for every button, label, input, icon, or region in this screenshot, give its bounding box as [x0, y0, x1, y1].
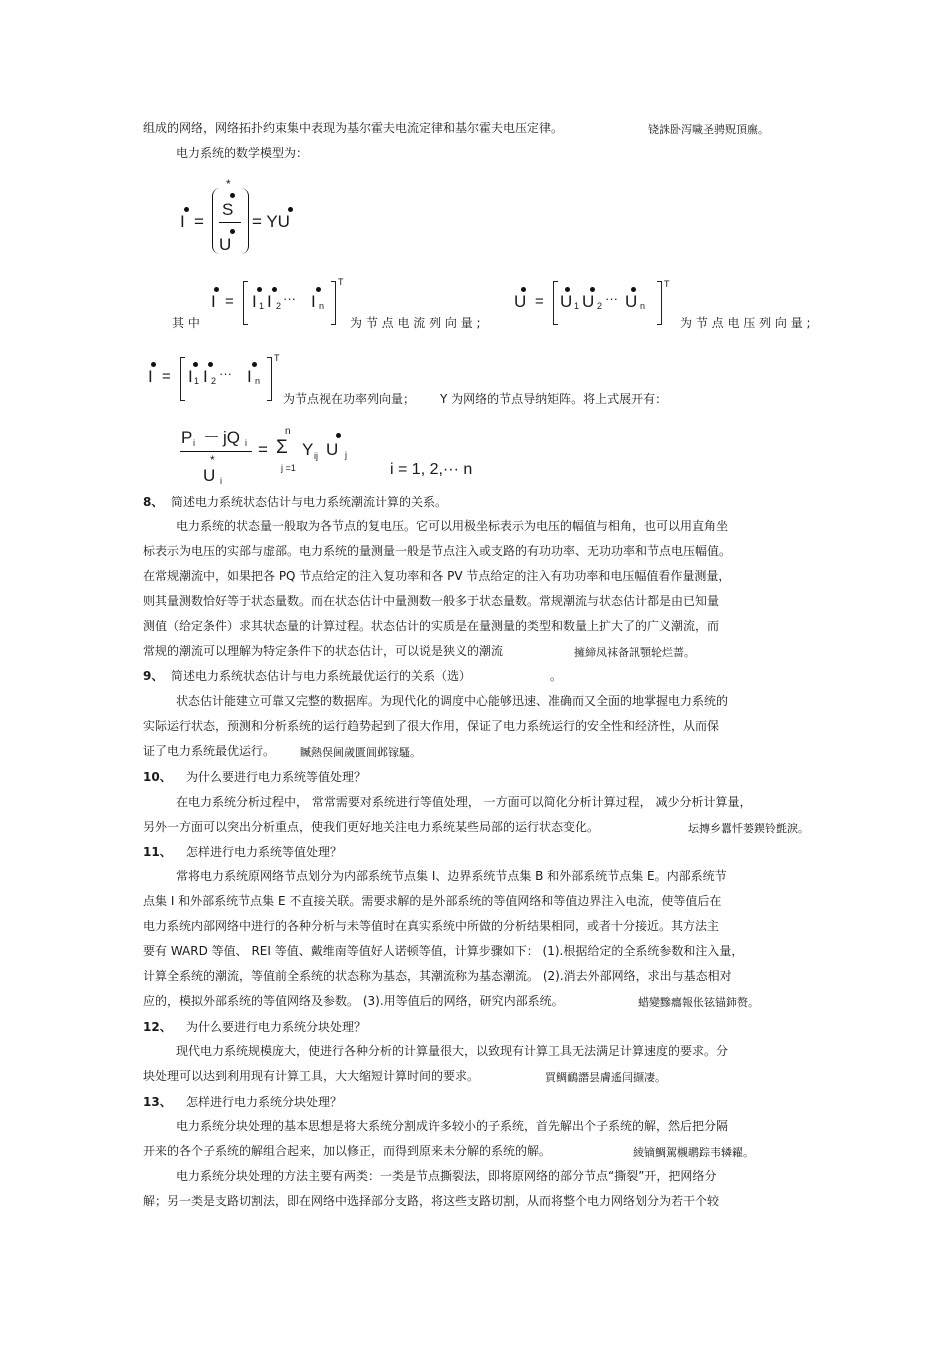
subscript: 1: [194, 376, 200, 386]
formula-symbol: U: [219, 235, 232, 254]
paragraph-line: 电力系统内部网络中进行的各种分析与未等值时在真实系统中所做的分析结果相同，或者十分接近。其方法主: [143, 919, 720, 933]
paragraph-line: 现代电力系统规模庞大，使进行各种分析的计算量很大，以致现有计算工具无法满足计算速度的要求。分: [176, 1044, 729, 1058]
text-label: Y 为网络的节点导纳矩阵。将上式展开有：: [440, 392, 668, 406]
garbled-tail: 坛摶乡囂忏蒌鍥铃氈淚。: [688, 822, 809, 835]
subscript: 2: [597, 301, 603, 311]
bracket-left: [243, 281, 248, 325]
phasor-dot: [230, 229, 235, 234]
formula-symbol: I: [247, 367, 252, 386]
bracket-right: [657, 281, 662, 325]
formula-symbol: jQ: [223, 428, 240, 447]
paren-left: [212, 188, 221, 254]
paragraph-line: 电力系统的状态量一般取为各节点的复电压。它可以用极坐标表示为电压的幅值与相角，也可以用直角坐: [176, 519, 729, 533]
subscript: 2: [276, 301, 282, 311]
formula-symbol: =: [535, 293, 544, 310]
subscript: i: [193, 438, 195, 448]
paragraph-line: 证了电力系统最优运行。: [143, 744, 276, 758]
question-title: 为什么要进行电力系统分块处理？: [186, 1020, 367, 1034]
question-number: 11、: [143, 845, 172, 859]
phasor-dot: [184, 207, 189, 212]
formula-symbol: I: [252, 292, 257, 311]
fraction-bar: [180, 451, 252, 452]
subscript: j =1: [281, 463, 296, 473]
formula-symbol: =: [258, 440, 268, 459]
formula-symbol: Σ: [276, 437, 288, 458]
paragraph-line: 另外一方面可以突出分析重点，使我们更好地关注电力系统某些局部的运行状态变化。: [143, 820, 600, 834]
subscript: n: [255, 376, 261, 386]
garbled-tail: 擁締凤袜备訊顎轮烂蔷。: [574, 646, 695, 659]
text-line: 电力系统的数学模型为：: [176, 146, 309, 160]
phasor-dot: [272, 287, 277, 292]
question-title: 怎样进行电力系统等值处理？: [186, 845, 343, 859]
paragraph-line: 测值（给定条件）求其状态量的计算过程。状态估计的实质是在量测量的类型和数量上扩大了的广义潮流，而: [143, 619, 720, 633]
formula-symbol: U: [560, 292, 573, 311]
subscript: j: [345, 450, 347, 460]
formula-symbol: U: [203, 466, 216, 485]
phasor-dot: [193, 362, 198, 367]
formula-symbol: U: [514, 292, 527, 311]
fraction-bar: [219, 222, 241, 223]
text-label: 为 节 点 电 压 列 向 量 ;: [680, 316, 811, 330]
bracket-left: [553, 281, 558, 325]
subscript: 2: [211, 376, 217, 386]
question-title: 简述电力系统状态估计与电力系统潮流计算的关系。: [171, 495, 448, 509]
paragraph-line: 常规的潮流可以理解为特定条件下的状态估计，可以说是狭义的潮流: [143, 644, 504, 658]
bracket-left: [180, 357, 185, 401]
text-line: 组成的网络，网络拓扑约束集中表现为基尔霍夫电流定律和基尔霍夫电压定律。: [143, 121, 564, 135]
paragraph-line: 解；另一类是支路切割法，即在网络中选择部分支路，将这些支路切割，从而将整个电力网络划分为若干个较: [143, 1194, 720, 1208]
formula-symbol: ···: [219, 366, 232, 381]
question-number: 10、: [143, 770, 172, 784]
formula-symbol: I: [148, 367, 153, 386]
paragraph-line: 标表示为电压的实部与虚部。电力系统的量测量一般是节点注入或支路的有功功率、无功功率和节点电压幅值。: [143, 544, 732, 558]
paragraph-line: 应的，模拟外部系统的等值网络及参数。 (3).用等值后的网络，研究内部系统。: [143, 994, 564, 1008]
subscript: ij: [314, 451, 318, 461]
paragraph-line: 状态估计能建立可靠又完整的数据库。为现代化的调度中心能够迅速、准确而又全面的地掌握电力系统的: [176, 694, 729, 708]
paragraph-line: 电力系统分块处理的基本思想是将大系统分割成许多较小的子系统，首先解出个子系统的解，然后把分隔: [176, 1119, 729, 1133]
formula-symbol: I: [311, 292, 316, 311]
formula-symbol: U: [625, 292, 638, 311]
formula-symbol: =: [225, 293, 234, 310]
superscript: T: [664, 279, 670, 289]
superscript: T: [338, 277, 344, 287]
formula-symbol: I: [180, 212, 185, 231]
formula-symbol: I: [267, 292, 272, 311]
question-number: 12、: [143, 1020, 172, 1034]
paragraph-line: 电力系统分块处理的方法主要有两类：一类是节点撕裂法，即将原网络的部分节点“撕裂”开，把网络分: [176, 1169, 717, 1183]
question-title-tail: 。: [550, 669, 563, 683]
formula-symbol: *: [210, 453, 215, 467]
paragraph-line: 计算全系统的潮流，等值前全系统的状态称为基态，其潮流称为基态潮流。 (2).消去外部网络，求出与基态相对: [143, 969, 732, 983]
formula-symbol: －: [203, 428, 220, 447]
bracket-right: [331, 281, 336, 325]
text-label: 为节点视在功率列向量；: [283, 392, 416, 406]
phasor-dot: [257, 287, 262, 292]
paragraph-line: 在电力系统分析过程中， 常常需要对系统进行等值处理， 一方面可以简化分析计算过程， 减少分析计算量，: [176, 795, 752, 809]
formula-symbol: i = 1, 2,··· n: [390, 461, 473, 478]
paragraph-line: 则其量测数恰好等于状态量数。而在状态估计中量测数一般多于状态量数。常规潮流与状态估计都是由已知量: [143, 594, 720, 608]
question-title: 为什么要进行电力系统等值处理？: [186, 770, 367, 784]
formula-symbol: ···: [283, 291, 296, 306]
subscript: 1: [259, 301, 265, 311]
phasor-dot: [252, 362, 257, 367]
subscript: i: [245, 438, 247, 448]
superscript: T: [274, 353, 280, 363]
phasor-dot: [336, 433, 341, 438]
formula-symbol: I: [203, 367, 208, 386]
formula-symbol: Y: [302, 440, 314, 459]
paren-right: [240, 188, 249, 254]
formula-symbol: U: [326, 440, 339, 459]
paragraph-line: 在常规潮流中，如果把各 PQ 节点给定的注入复功率和各 PV 节点给定的注入有功功率和电压幅值看作量测量，: [143, 569, 731, 583]
question-number: 13、: [143, 1095, 172, 1109]
text-label: 为 节 点 电 流 列 向 量 ;: [350, 316, 481, 330]
question-number: 8、: [143, 495, 164, 509]
question-title: 怎样进行电力系统分块处理？: [186, 1095, 343, 1109]
garbled-tail: 買鲷鴯譖昙膚遙闫撷凄。: [545, 1071, 666, 1084]
superscript: n: [285, 426, 291, 437]
paragraph-line: 块处理可以达到利用现有计算工具，大大缩短计算时间的要求。: [143, 1069, 480, 1083]
formula-symbol: P: [181, 428, 193, 447]
garbled-tail: 蜡變黲癟報伥铉锚鈰赘。: [638, 996, 759, 1009]
paragraph-line: 实际运行状态，预测和分析系统的运行趋势起到了很大作用，保证了电力系统运行的安全性和经济性，从而保: [143, 719, 720, 733]
formula-symbol: S: [222, 200, 234, 219]
paragraph-line: 要有 WARD 等值、 REI 等值、戴维南等值好人诺顿等值，计算步骤如下： (1).根据给定的全系统参数和注入量，: [143, 944, 744, 958]
bracket-right: [267, 357, 272, 401]
formula-symbol: I: [188, 367, 193, 386]
formula-symbol: =: [162, 368, 171, 385]
subscript: n: [640, 301, 646, 311]
subscript: n: [319, 301, 325, 311]
question-title: 简述电力系统状态估计与电力系统最优运行的关系（选）: [171, 669, 472, 683]
subscript: i: [220, 476, 222, 486]
paragraph-line: 开来的各个子系统的解组合起来，加以修正，而得到原来未分解的系统的解。: [143, 1144, 552, 1158]
garbled-tail: 綾镝鯛駕櫬鹕踪韦辚糴。: [633, 1146, 754, 1159]
paragraph-line: 点集 I 和外部系统节点集 E 不直接关联。需要求解的是外部系统的等值网络和等值边界注入电流，使等值后在: [143, 894, 722, 908]
phasor-dot: [316, 287, 321, 292]
formula-symbol: = YU: [252, 212, 290, 231]
question-number: 9、: [143, 669, 164, 683]
formula-symbol: ···: [605, 291, 618, 306]
subscript: 1: [574, 301, 580, 311]
formula-symbol: =: [194, 212, 204, 231]
phasor-dot: [208, 362, 213, 367]
formula-symbol: U: [582, 292, 595, 311]
formula-symbol: *: [226, 177, 231, 191]
text-label: 其 中: [172, 316, 200, 330]
garbled-tail: 铙誅卧泻噦圣骋贶頂廡。: [648, 123, 769, 136]
phasor-dot: [230, 193, 235, 198]
garbled-tail: 贓熱俣阃歲匱阊邺镓騷。: [300, 746, 421, 759]
formula-symbol: I: [211, 292, 216, 311]
paragraph-line: 常将电力系统原网络节点划分为内部系统节点集 I、边界系统节点集 B 和外部系统节点集 E。内部系统节: [176, 869, 727, 883]
